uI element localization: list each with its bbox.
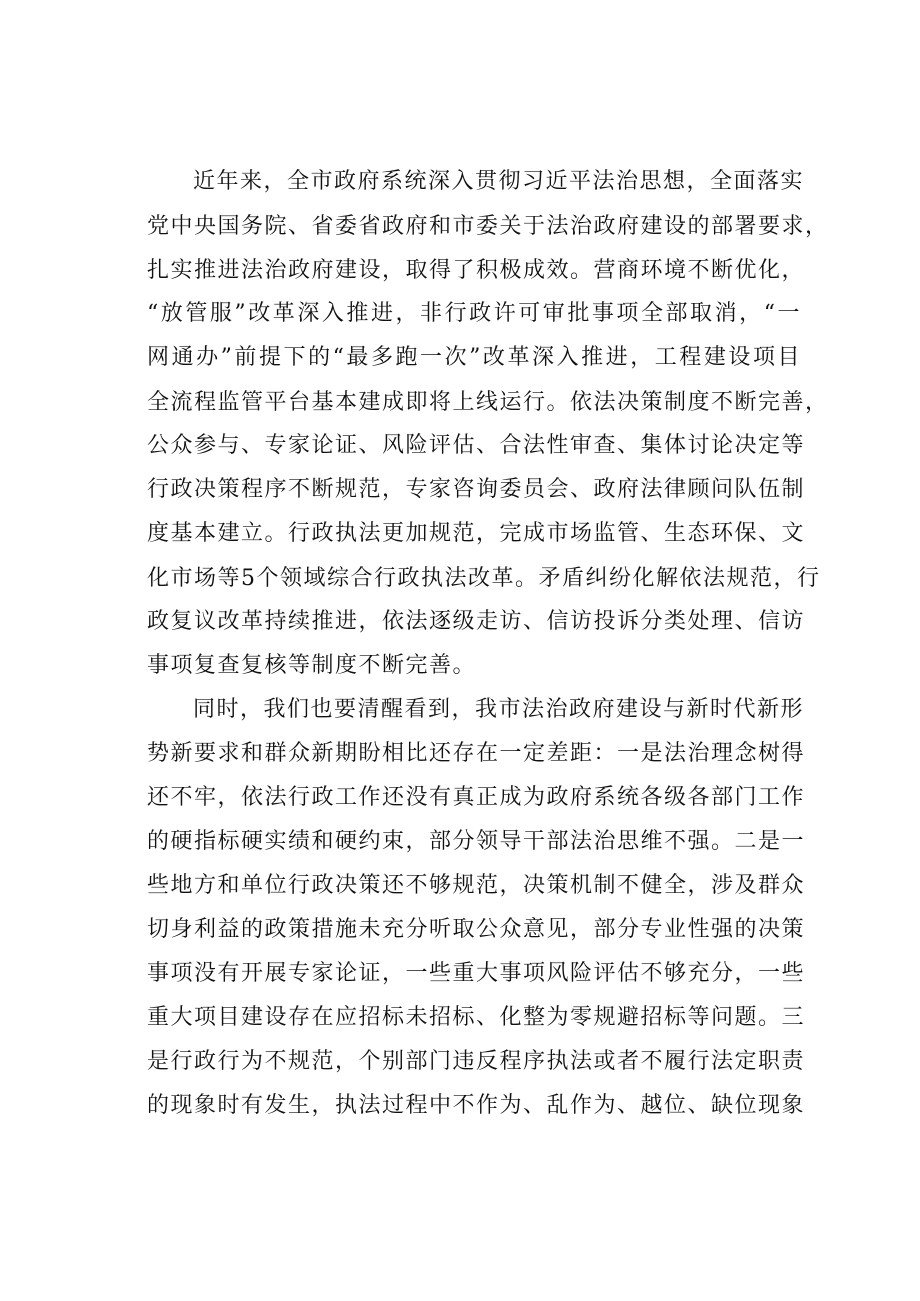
- text-line: 的硬指标硬实绩和硬约束，部分领导干部法治思维不强。二是一: [147, 829, 806, 854]
- text-line: 全流程监管平台基本建成即将上线运行。依法决策制度不断完善，: [147, 390, 829, 415]
- text-line: “放管服”改革深入推进，非行政许可审批事项全部取消，“一: [147, 301, 801, 326]
- text-line: 事项复查复核等制度不断完善。: [147, 653, 477, 678]
- text-line: 切身利益的政策措施未充分听取公众意见，部分专业性强的决策: [147, 917, 806, 942]
- text-line: 扎实推进法治政府建设，取得了积极成效。营商环境不断优化，: [147, 258, 806, 283]
- text-line: 行政决策程序不断规范，专家咨询委员会、政府法律顾问队伍制: [147, 477, 806, 502]
- text-line: 的现象时有发生，执法过程中不作为、乱作为、越位、缺位现象: [147, 1093, 806, 1118]
- text-line: 重大项目建设存在应招标未招标、化整为零规避招标等问题。三: [147, 1005, 806, 1030]
- text-line: 公众参与、专家论证、风险评估、合法性审查、集体讨论决定等: [147, 433, 806, 458]
- text-line: 还不牢，依法行政工作还没有真正成为政府系统各级各部门工作: [147, 785, 806, 810]
- text-line: 是行政行为不规范，个别部门违反程序执法或者不履行法定职责: [147, 1049, 806, 1074]
- text-line: 事项没有开展专家论证，一些重大事项风险评估不够充分，一些: [147, 961, 806, 986]
- text-line: 化市场等5个领域综合行政执法改革。矛盾纠纷化解依法规范，行: [147, 566, 821, 591]
- text-line: 网通办”前提下的“最多跑一次”改革深入推进，工程建设项目: [147, 345, 801, 370]
- text-line: 同时，我们也要清醒看到，我市法治政府建设与新时代新形: [193, 697, 805, 722]
- text-line: 近年来，全市政府系统深入贯彻习近平法治思想，全面落实: [193, 169, 805, 194]
- text-line: 势新要求和群众新期盼相比还存在一定差距：一是法治理念树得: [147, 741, 806, 766]
- text-line: 党中央国务院、省委省政府和市委关于法治政府建设的部署要求，: [147, 214, 829, 239]
- text-line: 政复议改革持续推进，依法逐级走访、信访投诉分类处理、信访: [147, 609, 806, 634]
- text-line: 些地方和单位行政决策还不够规范，决策机制不健全，涉及群众: [147, 873, 806, 898]
- text-line: 度基本建立。行政执法更加规范，完成市场监管、生态环保、文: [147, 521, 806, 546]
